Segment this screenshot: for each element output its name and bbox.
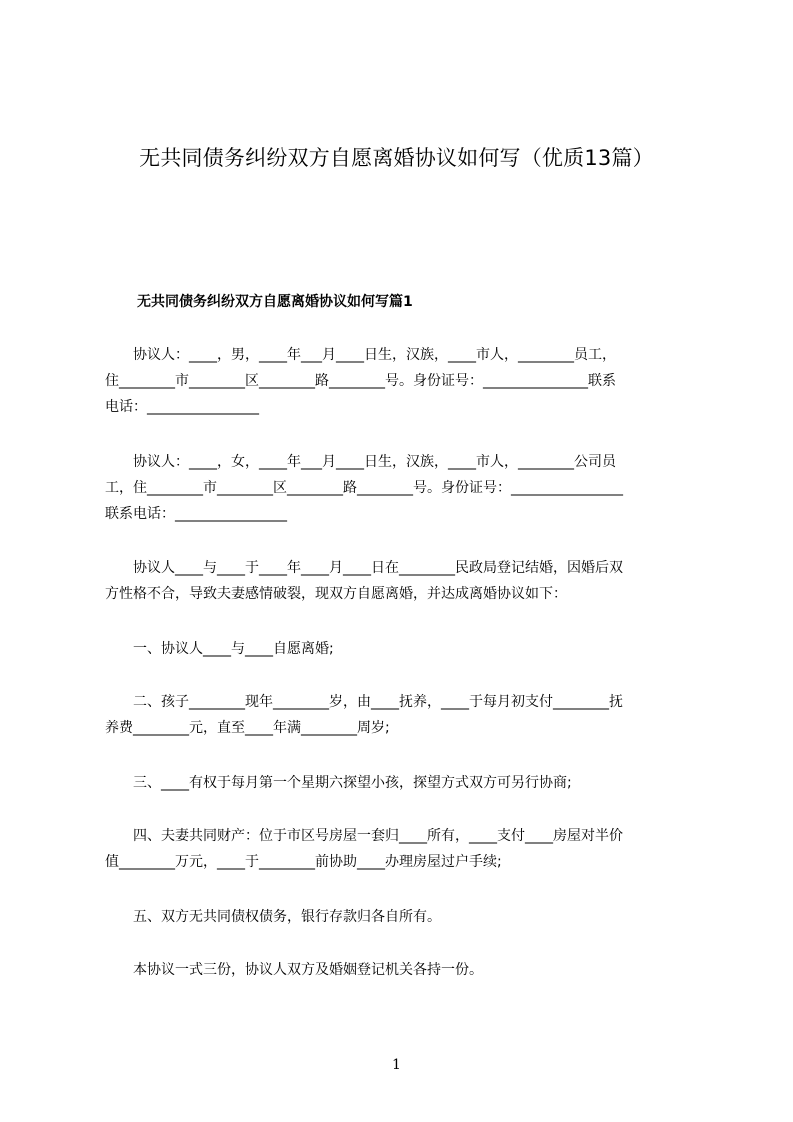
paragraph-line: 三、____有权于每月第一个星期六探望小孩，探望方式双方可另行协商; bbox=[105, 775, 572, 791]
paragraph-line: 养费________元，直至____年满________周岁; bbox=[105, 720, 390, 736]
paragraph-line: 电话：________________ bbox=[105, 399, 259, 415]
paragraph-line: 一、协议人____与____自愿离婚; bbox=[105, 641, 334, 657]
paragraph-line: 协议人：____，女，____年___月____日生，汉族，____市人，________公司员 bbox=[105, 454, 616, 470]
paragraph-line: 工，住________市________区________路________号。身份证号：________________ bbox=[105, 480, 623, 496]
paragraph bbox=[105, 904, 700, 930]
paragraph bbox=[105, 449, 700, 527]
paragraph bbox=[105, 957, 700, 983]
paragraph bbox=[105, 342, 700, 420]
page-number: 1 bbox=[392, 1057, 401, 1073]
paragraph bbox=[105, 823, 700, 875]
paragraph-line: 值________万元，____于________前协助____办理房屋过户手续; bbox=[105, 854, 502, 870]
paragraph-line: 五、双方无共同债权债务，银行存款归各自所有。 bbox=[105, 909, 441, 925]
paragraph bbox=[105, 770, 700, 796]
paragraph-line: 协议人____与____于____年____月____日在________民政局登记结婚，因婚后双 bbox=[105, 560, 623, 576]
paragraph bbox=[105, 636, 700, 662]
paragraph bbox=[105, 689, 700, 741]
paragraph-line: 四、夫妻共同财产：位于市区号房屋一套归____所有，____支付____房屋对半价 bbox=[105, 828, 623, 844]
paragraph-line: 二、孩子________现年________岁，由____抚养，____于每月初支付________抚 bbox=[105, 694, 623, 710]
paragraph-line: 协议人：____，男，____年___月____日生，汉族，____市人，________员工， bbox=[105, 347, 616, 363]
paragraph-line: 联系电话：________________ bbox=[105, 506, 287, 522]
paragraph-line: 本协议一式三份，协议人双方及婚姻登记机关各持一份。 bbox=[105, 962, 483, 978]
paragraph bbox=[105, 555, 700, 607]
paragraph-line: 方性格不合，导致夫妻感情破裂，现双方自愿离婚，并达成离婚协议如下： bbox=[105, 586, 567, 602]
section-heading: 无共同债务纠纷双方自愿离婚协议如何写篇1 bbox=[137, 294, 413, 310]
document-title: 无共同债务纠纷双方自愿离婚协议如何写（优质13篇） bbox=[139, 146, 654, 170]
paragraph-line: 住________市________区________路________号。身份证号：_______________联系 bbox=[105, 373, 616, 389]
